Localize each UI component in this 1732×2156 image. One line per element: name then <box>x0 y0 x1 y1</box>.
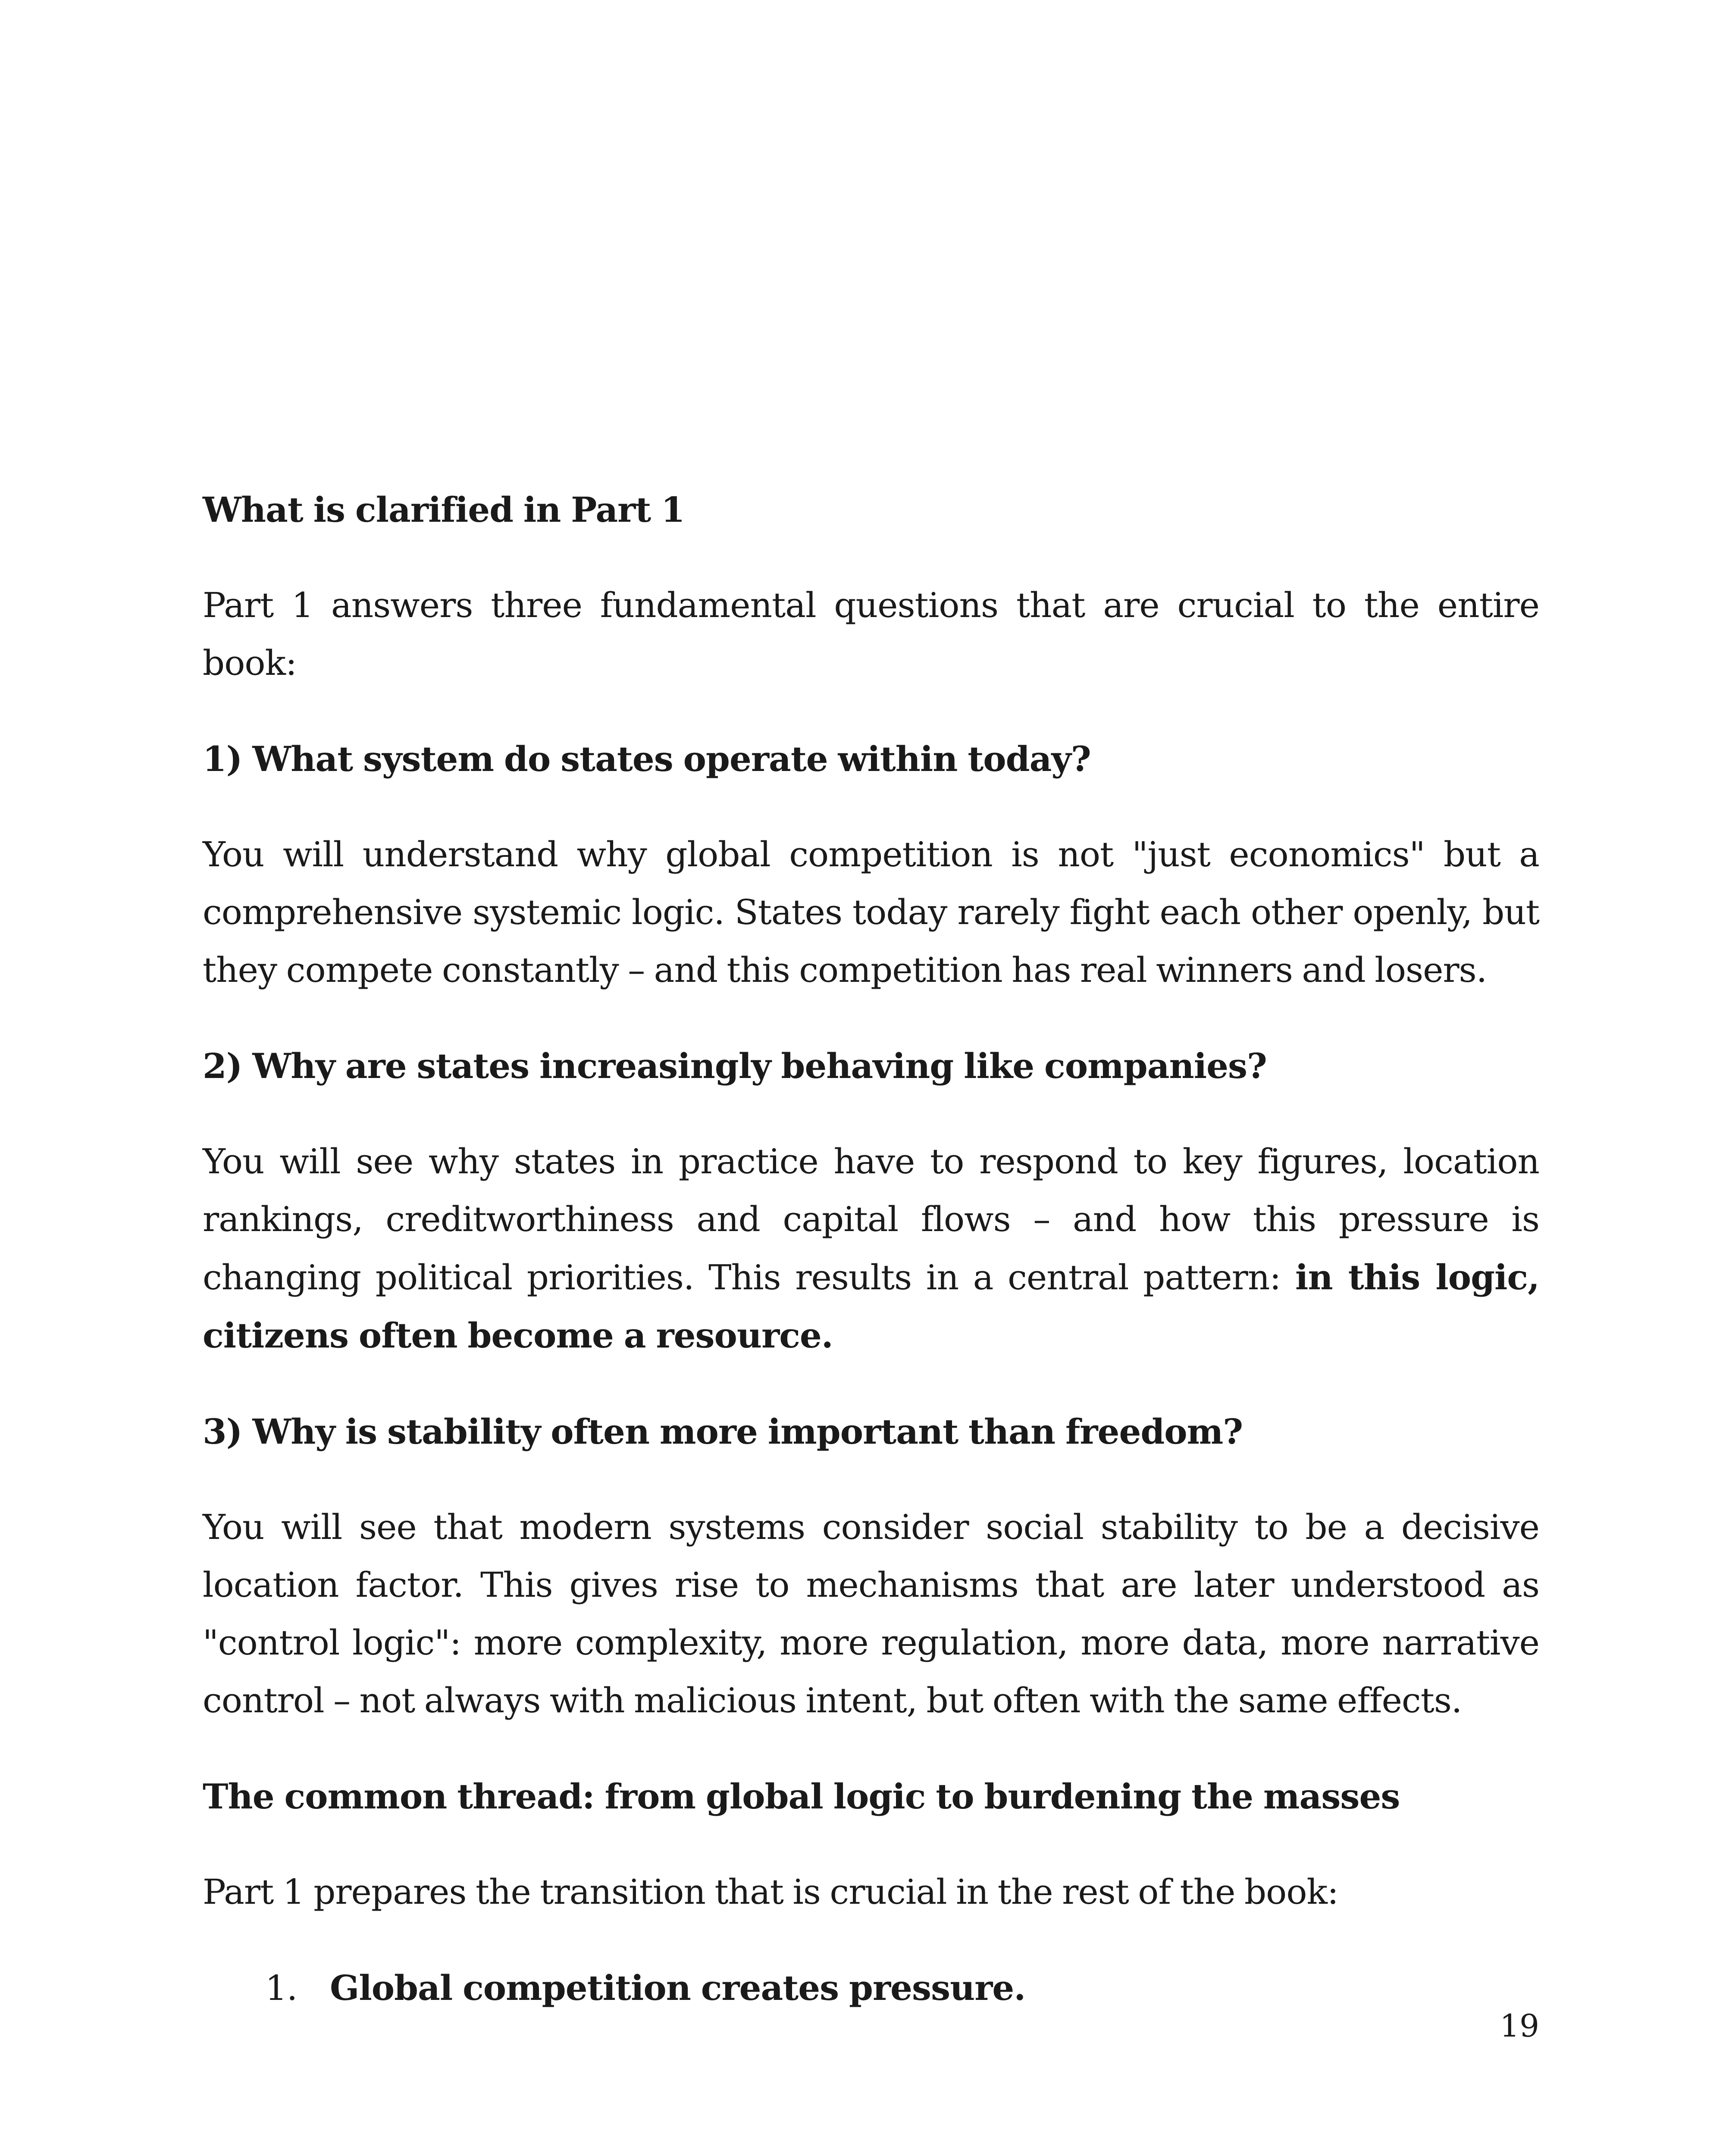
common-thread-heading: The common thread: from global logic to burdening the masses <box>203 1776 1400 1817</box>
page-content <box>203 481 1539 2017</box>
section-heading: What is clarified in Part 1 <box>203 489 685 530</box>
question-2-paragraph <box>203 1133 1539 1365</box>
question-1-paragraph: You will understand why global competition is not "just economics" but a comprehensive systemic logic. States today rarely fight each other openly, but they compete constantly – and this competition has real winners and losers. <box>203 834 1539 990</box>
question-2-heading: 2) Why are states increasingly behaving like companies? <box>203 1046 1267 1086</box>
transition-paragraph: Part 1 prepares the transition that is crucial in the rest of the book: <box>203 1872 1338 1912</box>
intro-paragraph: Part 1 answers three fundamental questions that are crucial to the entire book: <box>203 585 1539 683</box>
list-item-text: Global competition creates pressure. <box>330 1968 1026 2008</box>
page-number: 19 <box>1500 2008 1539 2044</box>
numbered-list <box>203 1959 1539 2017</box>
question-2-emphasis: in this logic, citizens often become a resource. <box>203 1257 1539 1356</box>
list-item-number: 1. <box>265 1968 298 2008</box>
question-3-heading: 3) Why is stability often more important than freedom? <box>203 1411 1243 1452</box>
question-2-text: You will see why states in practice have to respond to key figures, location rankings, creditworthiness and capital flows – and how this pressure is changing political priorities. This results in a central pattern: <box>203 1141 1539 1297</box>
question-3-paragraph: You will see that modern systems consider social stability to be a decisive location factor. This gives rise to mechanisms that are later understood as "control logic": more complexity, more regulation, more data, more narrative control – not always with malicious intent, but often with the same effects. <box>203 1507 1539 1720</box>
question-1-heading: 1) What system do states operate within today? <box>203 739 1091 779</box>
list-item <box>203 1959 1539 2017</box>
